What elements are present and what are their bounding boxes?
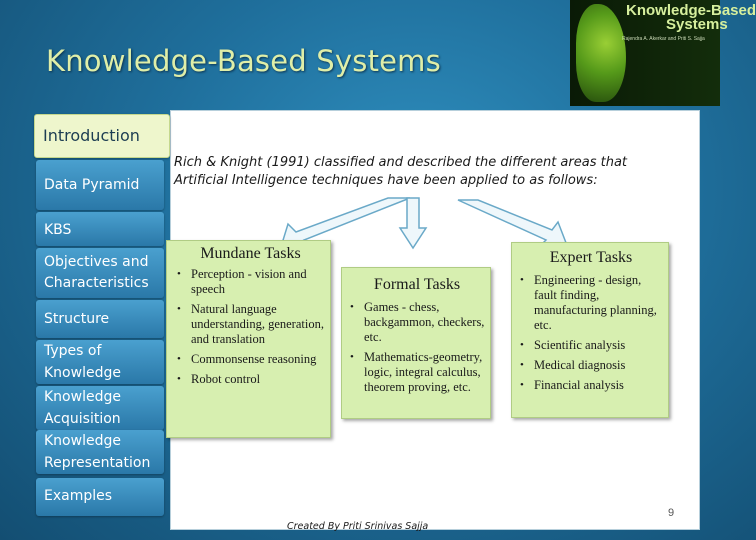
book-authors: Rajendra A. Akerkar and Priti S. Sajja	[622, 36, 705, 42]
sidebar-item-knowledge-representation[interactable]: Knowledge Representation	[36, 430, 164, 474]
mundane-tasks-box	[166, 240, 331, 438]
sidebar-item-knowledge-acquisition[interactable]: Knowledge Acquisition	[36, 386, 164, 430]
sidebar-item-introduction[interactable]: Introduction	[34, 114, 170, 158]
intro-text: Rich & Knight (1991) classified and described the different areas that Artificial Intelligence techniques have been applied to as follows:	[174, 155, 628, 188]
sidebar-item-examples[interactable]: Examples	[36, 478, 164, 516]
list-item: • Mathematics-geometry, logic, integral calculus, theorem proving, etc.	[348, 350, 486, 395]
list-item: • Medical diagnosis	[518, 358, 664, 373]
center-arrow	[398, 196, 428, 252]
sidebar-item-types-of-knowledge[interactable]: Types of Knowledge	[36, 340, 164, 384]
list-item: • Scientific analysis	[518, 338, 664, 353]
sidebar-item-objectives[interactable]: Objectives and Characteristics	[36, 248, 164, 298]
sidebar-item-kbs[interactable]: KBS	[36, 212, 164, 246]
list-item: • Games - chess, backgammon, checkers, etc.	[348, 300, 486, 345]
formal-tasks-box	[341, 267, 491, 419]
list-item: • Natural language understanding, generation, and translation	[175, 302, 326, 347]
slide-title: Knowledge-Based Systems	[46, 44, 441, 78]
book-title-line1: Knowledge-Based	[626, 2, 756, 19]
page-number: 9	[668, 507, 675, 519]
list-item: • Financial analysis	[518, 378, 664, 393]
list-item: • Robot control	[175, 372, 326, 387]
list-item: • Commonsense reasoning	[175, 352, 326, 367]
face-illustration	[576, 4, 626, 102]
book-title-line2: Systems	[666, 16, 728, 33]
list-item: • Perception - vision and speech	[175, 267, 326, 297]
sidebar-item-structure[interactable]: Structure	[36, 300, 164, 338]
mundane-tasks-title: Mundane Tasks	[200, 245, 301, 262]
expert-tasks-box	[511, 242, 669, 418]
book-cover-image	[570, 0, 756, 106]
formal-tasks-title: Formal Tasks	[373, 276, 461, 293]
footer-credit: Created By Priti Srinivas Sajja	[287, 521, 429, 532]
expert-tasks-title: Expert Tasks	[549, 249, 633, 266]
sidebar-item-data-pyramid[interactable]: Data Pyramid	[36, 160, 164, 210]
list-item: • Engineering - design, fault finding, manufacturing planning, etc.	[518, 273, 664, 333]
